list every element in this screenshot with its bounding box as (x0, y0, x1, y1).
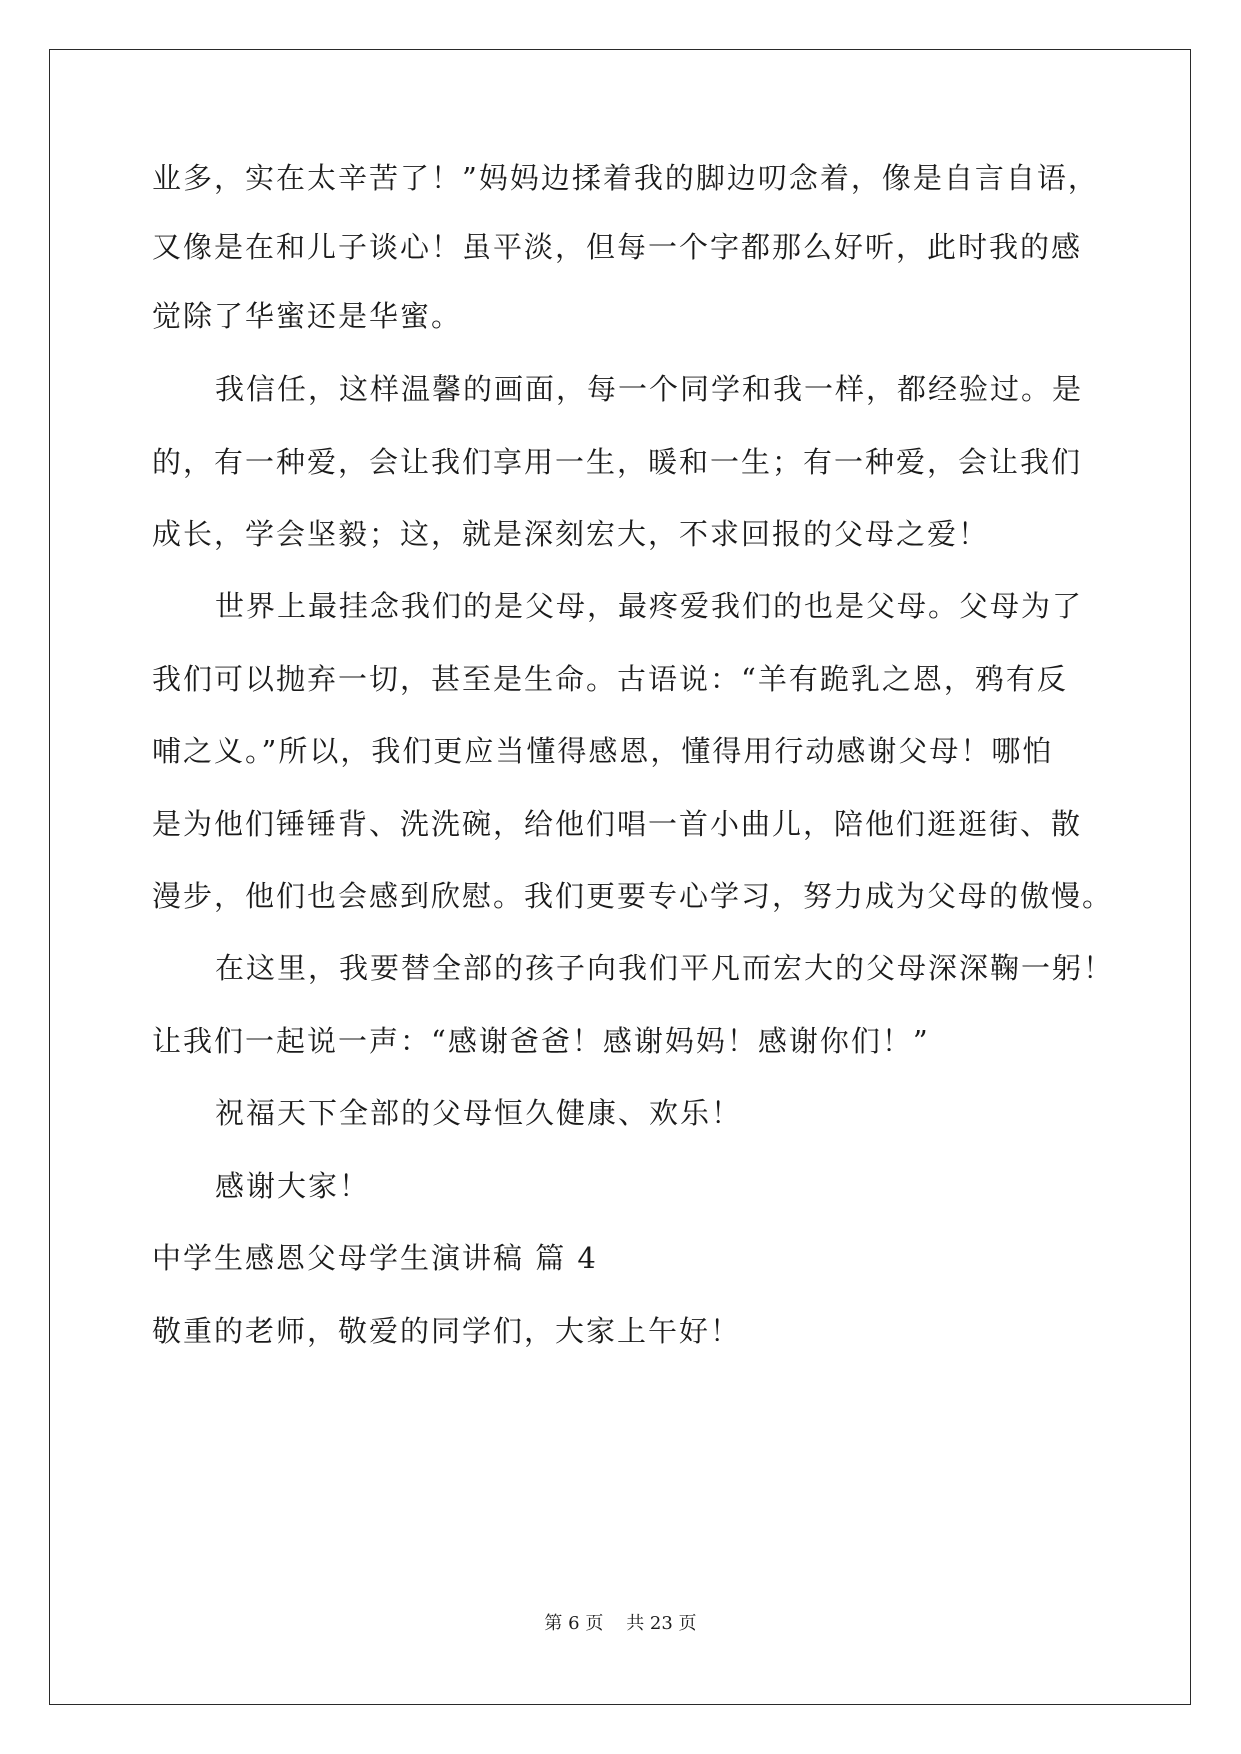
body-line: 我信任，这样温馨的画面，每一个同学和我一样，都经验过。是 (215, 372, 1084, 406)
page-footer (0, 1612, 1241, 1636)
body-line: 漫步，他们也会感到欣慰。我们更要专心学习，努力成为父母的傲慢。 (152, 879, 1114, 913)
body-line: 世界上最挂念我们的是父母，最疼爱我们的也是父母。父母为了 (215, 589, 1084, 623)
body-line: 感谢大家！ (215, 1169, 371, 1203)
section-heading: 中学生感恩父母学生演讲稿 篇 4 (152, 1241, 598, 1275)
body-line: 让我们一起说一声：“感谢爸爸！感谢妈妈！感谢你们！” (152, 1024, 930, 1058)
body-line: 又像是在和儿子谈心！虽平淡，但每一个字都那么好听，此时我的感 (152, 230, 1083, 264)
page-number-label: 第 6 页 共 23 页 (544, 1613, 697, 1634)
body-line: 成长，学会坚毅；这，就是深刻宏大，不求回报的父母之爱！ (152, 517, 990, 551)
body-line: 哺之义。”所以，我们更应当懂得感恩，懂得用行动感谢父母！哪怕 (152, 734, 1054, 768)
salutation-line: 敬重的老师，敬爱的同学们，大家上午好！ (152, 1314, 742, 1348)
body-line: 祝福天下全部的父母恒久健康、欢乐！ (215, 1096, 743, 1130)
body-line: 在这里，我要替全部的孩子向我们平凡而宏大的父母深深鞠一躬！ (215, 951, 1115, 985)
body-line: 业多，实在太辛苦了！”妈妈边揉着我的脚边叨念着，像是自言自语， (152, 161, 1099, 195)
body-line: 我们可以抛弃一切，甚至是生命。古语说：“羊有跪乳之恩，鸦有反 (152, 662, 1068, 696)
body-line: 觉除了华蜜还是华蜜。 (152, 299, 463, 333)
body-line: 是为他们锤锤背、洗洗碗，给他们唱一首小曲儿，陪他们逛逛街、散 (152, 807, 1083, 841)
body-line: 的，有一种爱，会让我们享用一生，暖和一生；有一种爱，会让我们 (152, 445, 1083, 479)
